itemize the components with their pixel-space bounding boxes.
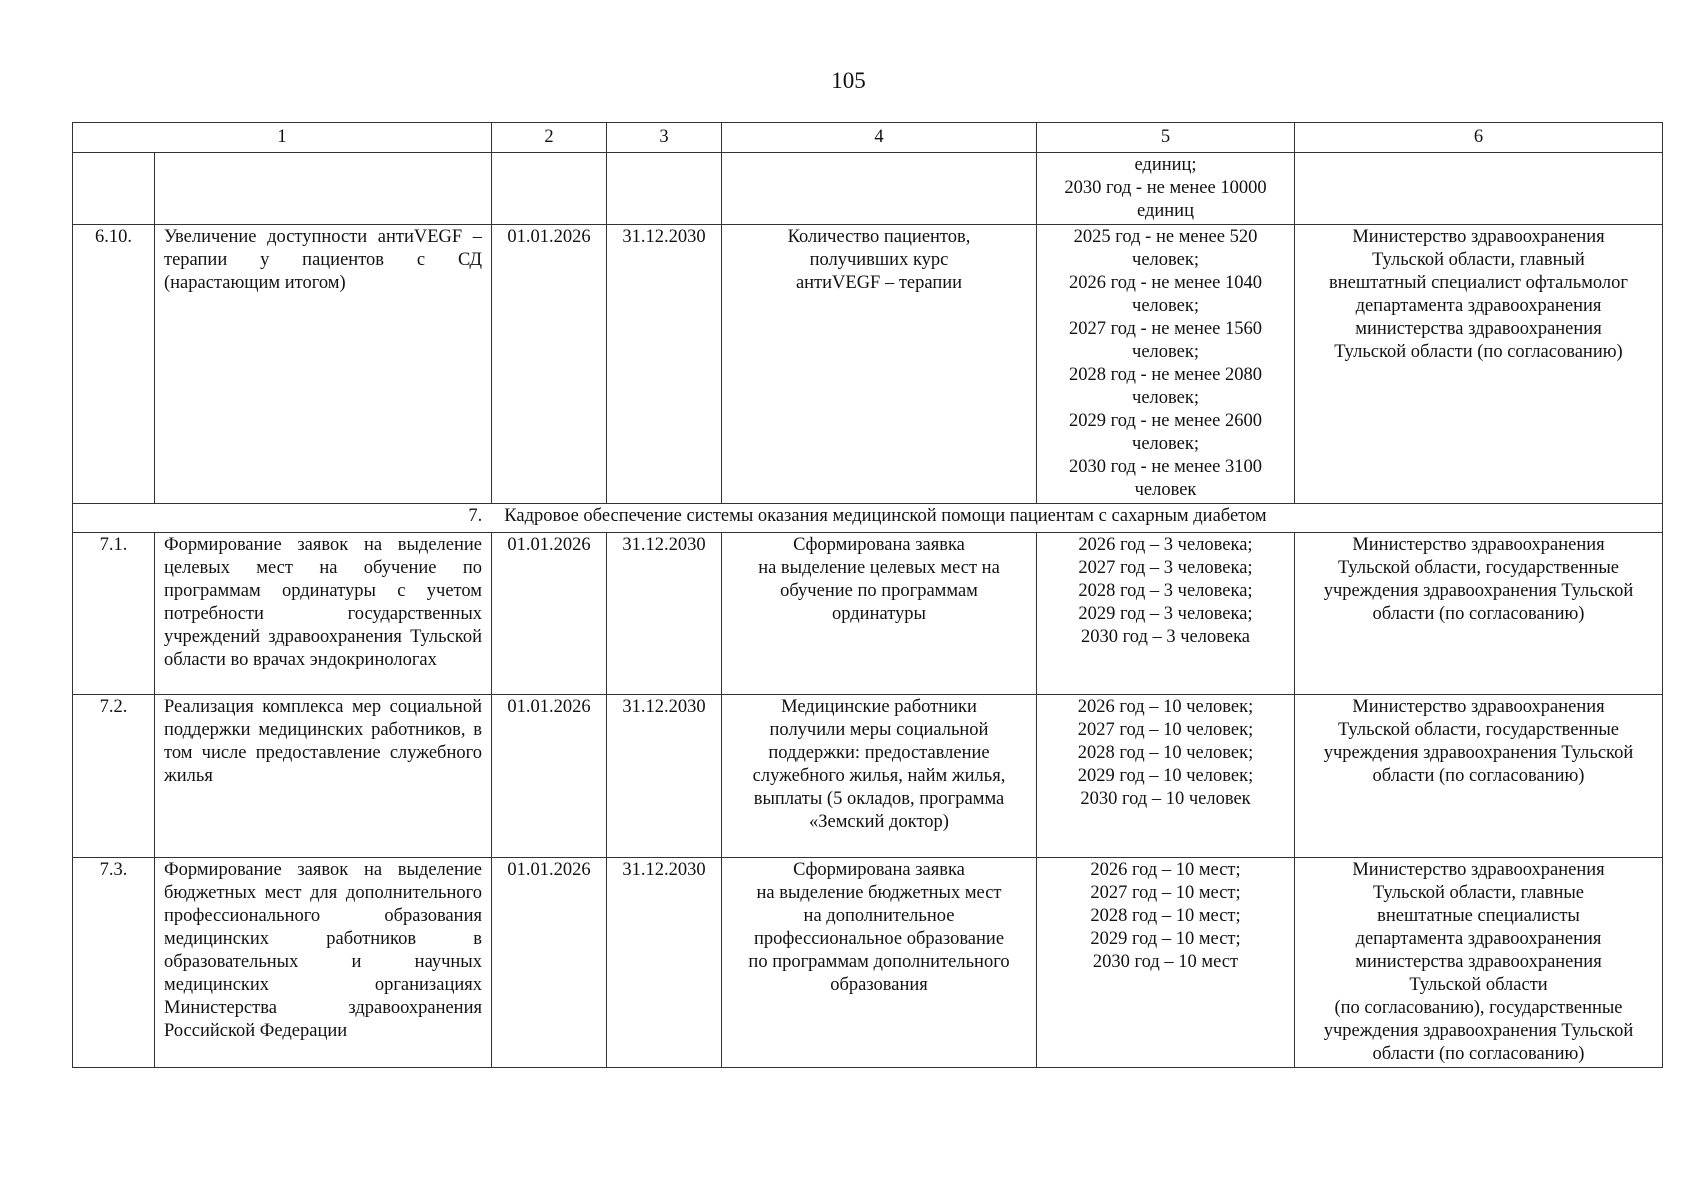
activity-name: Реализация комплекса мер социальной поддержки медицинских работников, в том числе предоставление служебного жилья xyxy=(155,695,492,858)
section-heading xyxy=(73,504,1663,533)
cell-empty xyxy=(607,153,722,225)
responsible: Министерство здравоохранения Тульской области, главные внештатные специалисты департамента здравоохранения министерства здравоохранения Тульской области (по согласованию), государственные учреждения здравоохранения Тульской области (по согласованию) xyxy=(1295,858,1663,1068)
indicator: Медицинские работники получили меры социальной поддержки: предоставление служебного жилья, найм жилья, выплаты (5 окладов, программа «Земский доктор) xyxy=(722,695,1037,858)
cell-empty xyxy=(722,153,1037,225)
start-date: 01.01.2026 xyxy=(492,695,607,858)
table-header-row xyxy=(73,123,1663,153)
header-col-5: 5 xyxy=(1037,123,1295,153)
row-number: 6.10. xyxy=(73,225,155,504)
cell-empty xyxy=(155,153,492,225)
target-values: 2026 год – 10 мест; 2027 год – 10 мест; 2028 год – 10 мест; 2029 год – 10 мест; 2030 год – 10 мест xyxy=(1037,858,1295,1068)
end-date: 31.12.2030 xyxy=(607,695,722,858)
row-number: 7.1. xyxy=(73,533,155,695)
table-row xyxy=(73,225,1663,504)
activities-table xyxy=(72,122,1663,1068)
start-date: 01.01.2026 xyxy=(492,533,607,695)
table-row xyxy=(73,533,1663,695)
header-col-2: 2 xyxy=(492,123,607,153)
header-col-3: 3 xyxy=(607,123,722,153)
page-number: 105 xyxy=(831,68,866,93)
activity-name: Формирование заявок на выделение целевых мест на обучение по программам ординатуры с учетом потребности государственных учреждений здравоохранения Тульской области во врачах эндокринологах xyxy=(155,533,492,695)
table-row xyxy=(73,858,1663,1068)
row-number: 7.3. xyxy=(73,858,155,1068)
header-col-1: 1 xyxy=(73,123,492,153)
target-values: 2026 год – 3 человека; 2027 год – 3 человека; 2028 год – 3 человека; 2029 год – 3 человека; 2030 год – 3 человека xyxy=(1037,533,1295,695)
header-col-6: 6 xyxy=(1295,123,1663,153)
indicator: Сформирована заявка на выделение целевых мест на обучение по программам ординатуры xyxy=(722,533,1037,695)
end-date: 31.12.2030 xyxy=(607,533,722,695)
row-number: 7.2. xyxy=(73,695,155,858)
section-number: 7. xyxy=(468,506,483,526)
indicator: Количество пациентов, получивших курс антиVEGF – терапии xyxy=(722,225,1037,504)
cell-empty xyxy=(73,153,155,225)
responsible: Министерство здравоохранения Тульской области, главный внештатный специалист офтальмолог департамента здравоохранения министерства здравоохранения Тульской области (по согласованию) xyxy=(1295,225,1663,504)
target-values: 2025 год - не менее 520 человек; 2026 год - не менее 1040 человек; 2027 год - не менее 1560 человек; 2028 год - не менее 2080 человек; 2029 год - не менее 2600 человек; 2030 год - не менее 3100 человек xyxy=(1037,225,1295,504)
target-values: 2026 год – 10 человек; 2027 год – 10 человек; 2028 год – 10 человек; 2029 год – 10 человек; 2030 год – 10 человек xyxy=(1037,695,1295,858)
indicator: Сформирована заявка на выделение бюджетных мест на дополнительное профессиональное образование по программам дополнительного образования xyxy=(722,858,1037,1068)
cell-empty xyxy=(1295,153,1663,225)
end-date: 31.12.2030 xyxy=(607,858,722,1068)
start-date: 01.01.2026 xyxy=(492,225,607,504)
table-row xyxy=(73,695,1663,858)
section-heading-row xyxy=(73,504,1663,533)
activity-name: Формирование заявок на выделение бюджетных мест для дополнительного профессионального образования медицинских работников в образовательных и научных медицинских организациях Министерства здравоохранения Российской Федерации xyxy=(155,858,492,1068)
cell-empty xyxy=(492,153,607,225)
continuation-row xyxy=(73,153,1663,225)
header-col-4: 4 xyxy=(722,123,1037,153)
activity-name: Увеличение доступности антиVEGF – терапии у пациентов с СД (нарастающим итогом) xyxy=(155,225,492,504)
responsible: Министерство здравоохранения Тульской области, государственные учреждения здравоохранения Тульской области (по согласованию) xyxy=(1295,695,1663,858)
section-title: Кадровое обеспечение системы оказания медицинской помощи пациентам с сахарным диабетом xyxy=(504,506,1267,526)
start-date: 01.01.2026 xyxy=(492,858,607,1068)
responsible: Министерство здравоохранения Тульской области, государственные учреждения здравоохранения Тульской области (по согласованию) xyxy=(1295,533,1663,695)
end-date: 31.12.2030 xyxy=(607,225,722,504)
continuation-values: единиц; 2030 год - не менее 10000 единиц xyxy=(1037,153,1295,225)
